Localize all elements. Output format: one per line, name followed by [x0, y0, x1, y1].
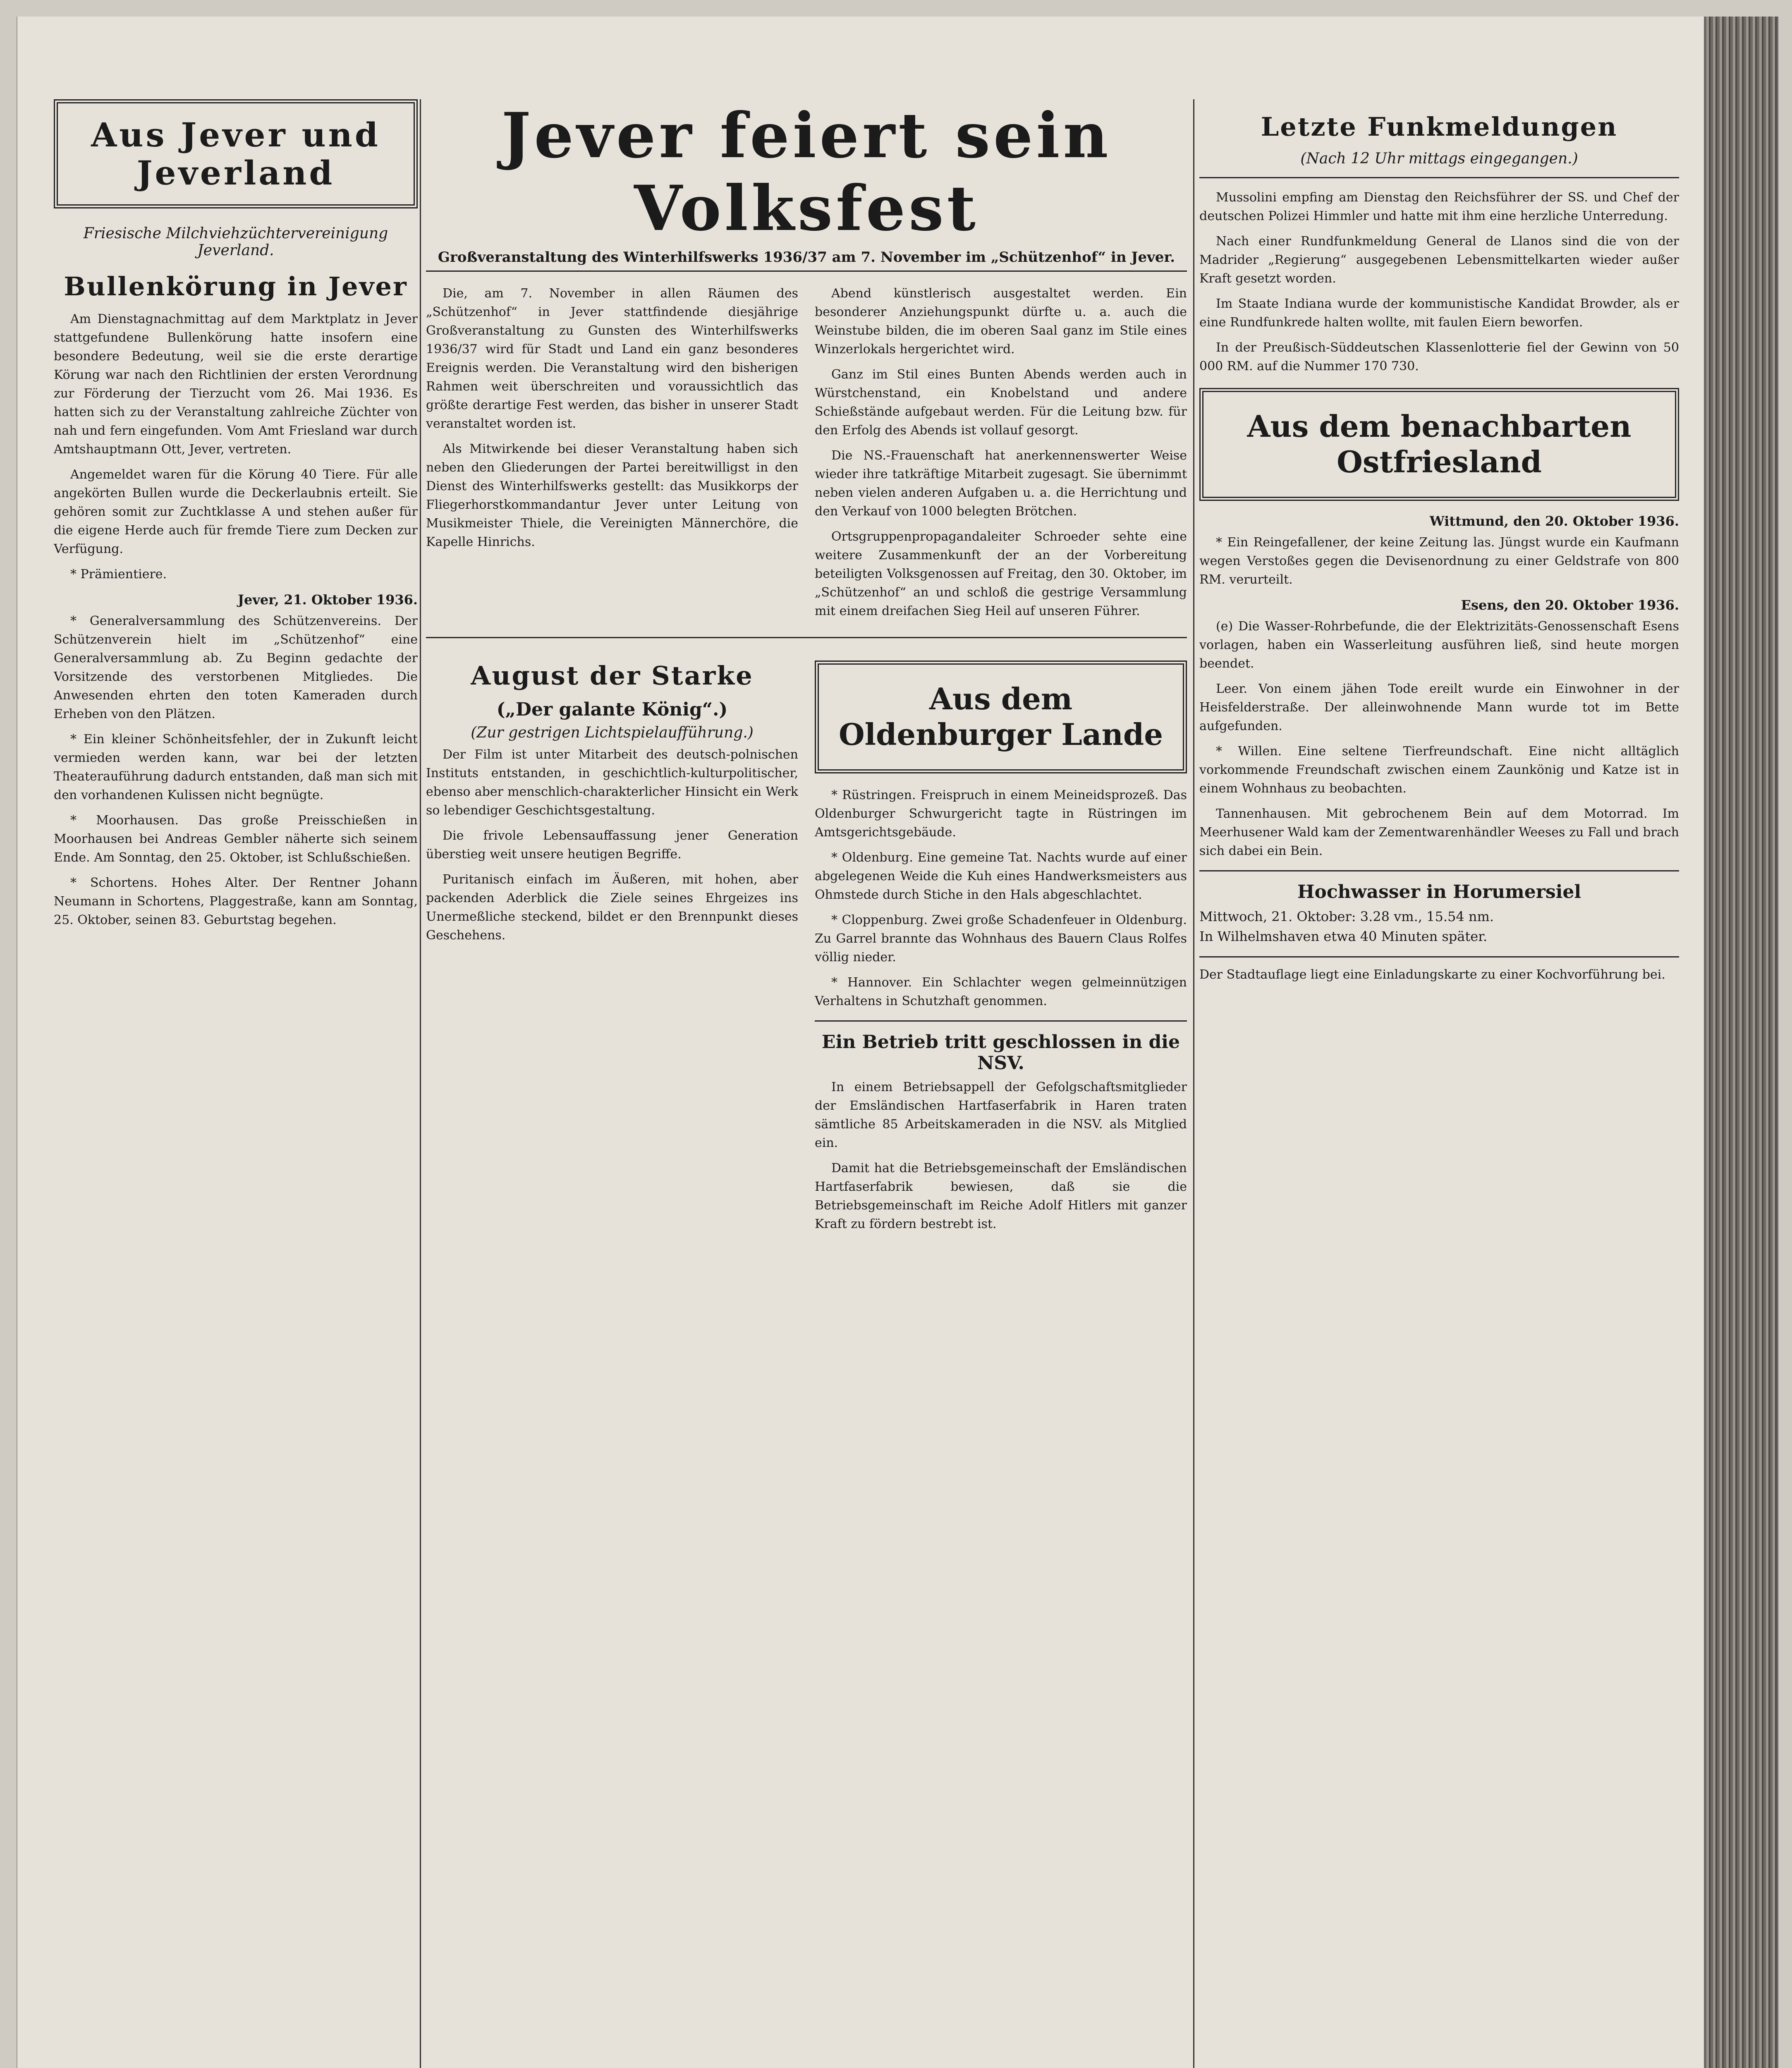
paragraph: * Moorhausen. Das große Preisschießen in Moorhausen bei Andreas Gembler näherte sich seinem Ende. Am Sonntag, den 25. Oktober, ist Schlußschießen.: [54, 813, 418, 865]
column-news: [1199, 99, 1679, 982]
paragraph: In der Preußisch-Süddeutschen Klassenlotterie fiel der Gewinn von 50 000 RM. auf die Nummer 170 730.: [1199, 340, 1679, 373]
section-header-ostfriesland: Aus dem benachbarten Ostfriesland: [1199, 388, 1679, 501]
column-main: [426, 99, 1187, 1240]
footnote: * Prämientiere.: [70, 567, 167, 582]
column-divider: [420, 99, 421, 2068]
main-article: [426, 284, 1187, 627]
paragraph: * Ein kleiner Schönheitsfehler, der in Zukunft leicht vermieden werden kann, war bei der letzten Theaterauführung dadurch entstanden, daß man sich mit den vorhandenen Kulissen nicht begnügte.: [54, 732, 418, 802]
dateline: Wittmund, den 20. Oktober 1936.: [1429, 513, 1679, 529]
paragraph: Der Film ist unter Mitarbeit des deutsch-polnischen Instituts entstanden, in geschichtlich-kulturpolitischer, ebenso aber menschlich-charakterlicher Hinsicht ein Werk so lebendiger Geschichtsgestaltung.: [426, 747, 798, 818]
paragraph: Die frivole Lebensauffassung jener Generation überstieg weit unsere heutigen Begriffe.: [426, 828, 798, 862]
paragraph: * Generalversammlung des Schützenvereins. Der Schützenverein hielt im „Schützenhof“ eine Generalversammlung ab. Zu Beginn gedachte der Vorsitzende des verstorbenen Mitgliedes. Die Anwesenden ehrten den toten Kameraden durch Erheben von den Plätzen.: [54, 614, 418, 721]
headline-nsv: Ein Betrieb tritt geschlossen in die NSV.: [822, 1031, 1180, 1074]
paragraph: Puritanisch einfach im Äußeren, mit hohen, aber packenden Aderblick die Ziele seines Ehrgeizes ins Unermeßliche steckend, bildet er den Brennpunkt dieses Geschehens.: [426, 872, 798, 943]
subheadline: („Der galante König“.): [496, 699, 728, 720]
kicker: (Nach 12 Uhr mittags eingegangen.): [1300, 150, 1578, 167]
tide-note: In Wilhelmshaven etwa 40 Minuten später.: [1199, 928, 1488, 944]
paragraph: Nach einer Rundfunkmeldung General de Llanos sind die von der Madrider „Regierung“ ausgegebenen Lebensmittelkarten wieder außer Kraft gesetzt worden.: [1199, 234, 1679, 286]
dateline: Jever, 21. Oktober 1936.: [237, 592, 418, 608]
paragraph: * Oldenburg. Eine gemeine Tat. Nachts wurde auf einer abgelegenen Weide die Kuh eines Handwerksmeisters aus Ohmstede durch Stiche in den Hals abgeschlachtet.: [815, 850, 1187, 902]
paragraph: Leer. Von einem jähen Tode ereilt wurde ein Einwohner in der Heisfelderstraße. Der alleinwohnende Mann wurde tot im Bette aufgefunden.: [1199, 681, 1679, 733]
footer-note: Der Stadtauflage liegt eine Einladungskarte zu einer Kochvorführung bei.: [1199, 967, 1665, 982]
paragraph: * Willen. Eine seltene Tierfreundschaft. Eine nicht alltäglich vorkommende Freundschaft zwischen einem Zaunkönig und Katze ist in einem Wohnhaus zu beobachten.: [1199, 744, 1679, 796]
paragraph: Tannenhausen. Mit gebrochenem Bein auf dem Motorrad. Im Meerhusener Wald kam der Zementwarenhändler Weeses zu Fall und brach sich dabei ein Bein.: [1199, 806, 1679, 858]
headline-bullenkoerung: Bullenkörung in Jever: [64, 271, 408, 302]
headline-funkmeldungen: Letzte Funkmeldungen: [1261, 112, 1618, 142]
section-header-oldenburg: Aus dem Oldenburger Lande: [815, 661, 1187, 773]
paragraph: Angemeldet waren für die Körung 40 Tiere. Für alle angekörten Bullen wurde die Deckerlaubnis erteilt. Sie gehören somit zur Zuchtklasse A und stehen außer für die eigene Herde auch für fremde Tiere zum Decken zur Verfügung.: [54, 467, 418, 556]
paragraph: Damit hat die Betriebsgemeinschaft der Emsländischen Hartfaserfabrik bewiesen, daß sie die Betriebsgemeinschaft im Reiche Adolf Hitlers mit ganzer Kraft zu fördern bestrebt ist.: [815, 1161, 1187, 1231]
masthead-subtitle: Großveranstaltung des Winterhilfswerks 1936/37 am 7. November im „Schützenhof“ in Jever.: [426, 249, 1187, 272]
book-edge: [1704, 17, 1778, 2068]
paragraph: * Ein Reingefallener, der keine Zeitung las. Jüngst wurde ein Kaufmann wegen Verstoßes gegen die Devisenordnung zu einer Geldstrafe von 800 RM. verurteilt.: [1199, 535, 1679, 587]
headline-august: August der Starke: [471, 661, 754, 691]
paragraph: * Hannover. Ein Schlachter wegen gelmeinnützigen Verhaltens in Schutzhaft genommen.: [815, 975, 1187, 1008]
paragraph: Am Dienstagnachmittag auf dem Marktplatz in Jever stattgefundene Bullenkörung hatte insofern eine besondere Bedeutung, weil sie die erste derartige Körung war nach den Richtlinien der ersten Verordnung zur Förderung der Tierzucht vom 26. Mai 1936. Es hatten sich zu der Veranstaltung zahlreiche Züchter von nah und fern eingefunden. Vom Amt Friesland war durch Amtshauptmann Ott, Jever, vertreten.: [54, 312, 418, 457]
paragraph: * Schortens. Hohes Alter. Der Rentner Johann Neumann in Schortens, Plaggestraße, kann am Sonntag, 25. Oktober, seinen 83. Geburtstag begehen.: [54, 876, 418, 927]
tide-times: Mittwoch, 21. Oktober: 3.28 vm., 15.54 nm.: [1199, 908, 1494, 924]
paragraph: Im Staate Indiana wurde der kommunistische Kandidat Browder, als er eine Rundfunkrede halten wollte, mit faulen Eiern beworfen.: [1199, 297, 1679, 330]
paragraph: (e) Die Wasser-Rohrbefunde, die der Elektrizitäts-Genossenschaft Esens vorlagen, haben ein Wasserleitung ausführen ließ, sind heute morgen beendet.: [1199, 619, 1679, 671]
kicker: (Zur gestrigen Lichtspielaufführung.): [471, 724, 754, 741]
section-header-jever: Aus Jever und Jeverland: [54, 99, 418, 208]
paragraph: Ortsgruppenpropagandaleiter Schroeder sehte eine weitere Zusammenkunft der an der Vorbereitung beteiligten Volksgenossen auf Freitag, den 30. Oktober, im „Schützenhof“ an und schloß die gestrige Versammlung mit einem dreifachen Sieg Heil auf unseren Führer.: [815, 529, 1187, 618]
lower-articles: [426, 648, 1187, 1240]
paragraph: * Rüstringen. Freispruch in einem Meineidsprozeß. Das Oldenburger Schwurgericht tagte in Rüstringen im Amtsgerichtsgebäude.: [815, 787, 1187, 840]
paragraph: * Cloppenburg. Zwei große Schadenfeuer in Oldenburg. Zu Garrel brannte das Wohnhaus des Bauern Claus Rolfes völlig nieder.: [815, 912, 1187, 965]
kicker: Friesische Milchviehzüchtervereinigung Jeverland.: [83, 225, 388, 259]
masthead-title: Jever feiert sein Volksfest: [501, 99, 1112, 245]
paragraph: Mussolini empfing am Dienstag den Reichsführer der SS. und Chef der deutschen Polizei Himmler und hatte mit ihm eine herzliche Unterredung.: [1199, 190, 1679, 223]
paragraph: Als Mitwirkende bei dieser Veranstaltung haben sich neben den Gliederungen der Partei bereitwilligst in den Dienst des Winterhilfswerks gestellt: das Musikkorps der Fliegerhorstkommandantur Jever unter Leitung von Musikmeister Thiele, die Vereinigten Männerchöre, die Kapelle Hinrichs.: [426, 442, 798, 549]
dateline: Esens, den 20. Oktober 1936.: [1461, 597, 1679, 613]
paragraph: Abend künstlerisch ausgestaltet werden. Ein besonderer Anziehungspunkt dürfte u. a. auch die Weinstube bilden, die im oberen Saal ganz im Stile eines Winzerlokals hergerichtet wird.: [815, 286, 1187, 357]
paragraph: In einem Betriebsappell der Gefolgschaftsmitglieder der Emsländischen Hartfaserfabrik in Haren traten sämtliche 85 Arbeitskameraden in die NSV. als Mitglied ein.: [815, 1079, 1187, 1150]
column-divider: [1193, 99, 1194, 2068]
column-jever: [54, 99, 418, 936]
newspaper-page: [17, 17, 1704, 2068]
headline-hochwasser: Hochwasser in Horumersiel: [1297, 881, 1581, 902]
paragraph: Die, am 7. November in allen Räumen des „Schützenhof“ in Jever stattfindende diesjährige Großveranstaltung zu Gunsten des Winterhilfswerks 1936/37 wird für Stadt und Land ein ganz besonderes Ereignis werden. Die Veranstaltung wird den bisherigen Rahmen weit überschreiten und voraussichtlich das größte derartige Fest werden, das bisher in unserer Stadt veranstaltet worden ist.: [426, 286, 798, 431]
paragraph: Die NS.-Frauenschaft hat anerkennenswerter Weise wieder ihre tatkräftige Mitarbeit zugesagt. Sie übernimmt neben vielen anderen Aufgaben u. a. die Herrichtung und den Verkauf von 1000 belegten Brötchen.: [815, 448, 1187, 519]
paragraph: Ganz im Stil eines Bunten Abends werden auch in Würstchenstand, ein Knobelstand und andere Schießstände aufgebaut werden. Für die Leitung bzw. für den Erfolg des Abends ist vollauf gesorgt.: [815, 367, 1187, 438]
